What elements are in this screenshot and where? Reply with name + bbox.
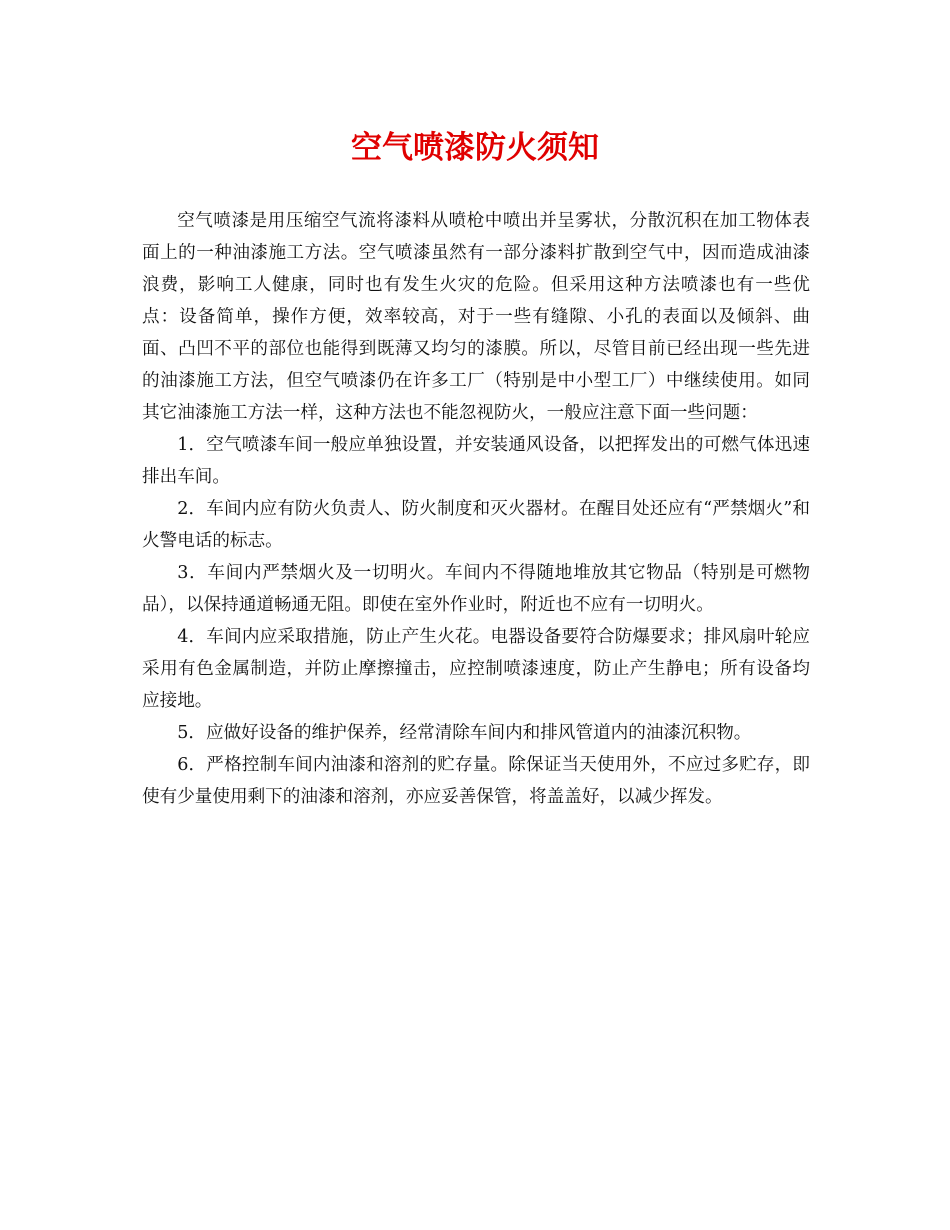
document-title: 空气喷漆防火须知 xyxy=(351,130,599,166)
document-body xyxy=(142,205,810,813)
rule-item-1: 1．空气喷漆车间一般应单独设置，并安装通风设备，以把挥发出的可燃气体迅速排出车间。 xyxy=(142,435,810,487)
rule-item-4: 4．车间内应采取措施，防止产生火花。电器设备要符合防爆要求；排风扇叶轮应采用有色金属制造，并防止摩擦撞击，应控制喷漆速度，防止产生静电；所有设备均应接地。 xyxy=(142,627,810,711)
rule-item-2: 2．车间内应有防火负责人、防火制度和灭火器材。在醒目处还应有“严禁烟火”和火警电话的标志。 xyxy=(142,499,810,551)
rule-item-6: 6．严格控制车间内油漆和溶剂的贮存量。除保证当天使用外，不应过多贮存，即使有少量使用剩下的油漆和溶剂，亦应妥善保管，将盖盖好，以减少挥发。 xyxy=(142,755,810,807)
rule-item-5: 5．应做好设备的维护保养，经常清除车间内和排风管道内的油漆沉积物。 xyxy=(177,723,752,743)
rule-item-3: 3．车间内严禁烟火及一切明火。车间内不得随地堆放其它物品（特别是可燃物品），以保持通道畅通无阻。即使在室外作业时，附近也不应有一切明火。 xyxy=(142,563,810,615)
intro-paragraph: 空气喷漆是用压缩空气流将漆料从喷枪中喷出并呈雾状，分散沉积在加工物体表面上的一种油漆施工方法。空气喷漆虽然有一部分漆料扩散到空气中，因而造成油漆浪费，影响工人健康，同时也有发生火灾的危险。但采用这种方法喷漆也有一些优点：设备简单，操作方便，效率较高，对于一些有缝隙、小孔的表面以及倾斜、曲面、凸凹不平的部位也能得到既薄又均匀的漆膜。所以，尽管目前已经出现一些先进的油漆施工方法，但空气喷漆仍在许多工厂（特别是中小型工厂）中继续使用。如同其它油漆施工方法一样，这种方法也不能忽视防火，一般应注意下面一些问题： xyxy=(142,211,810,423)
